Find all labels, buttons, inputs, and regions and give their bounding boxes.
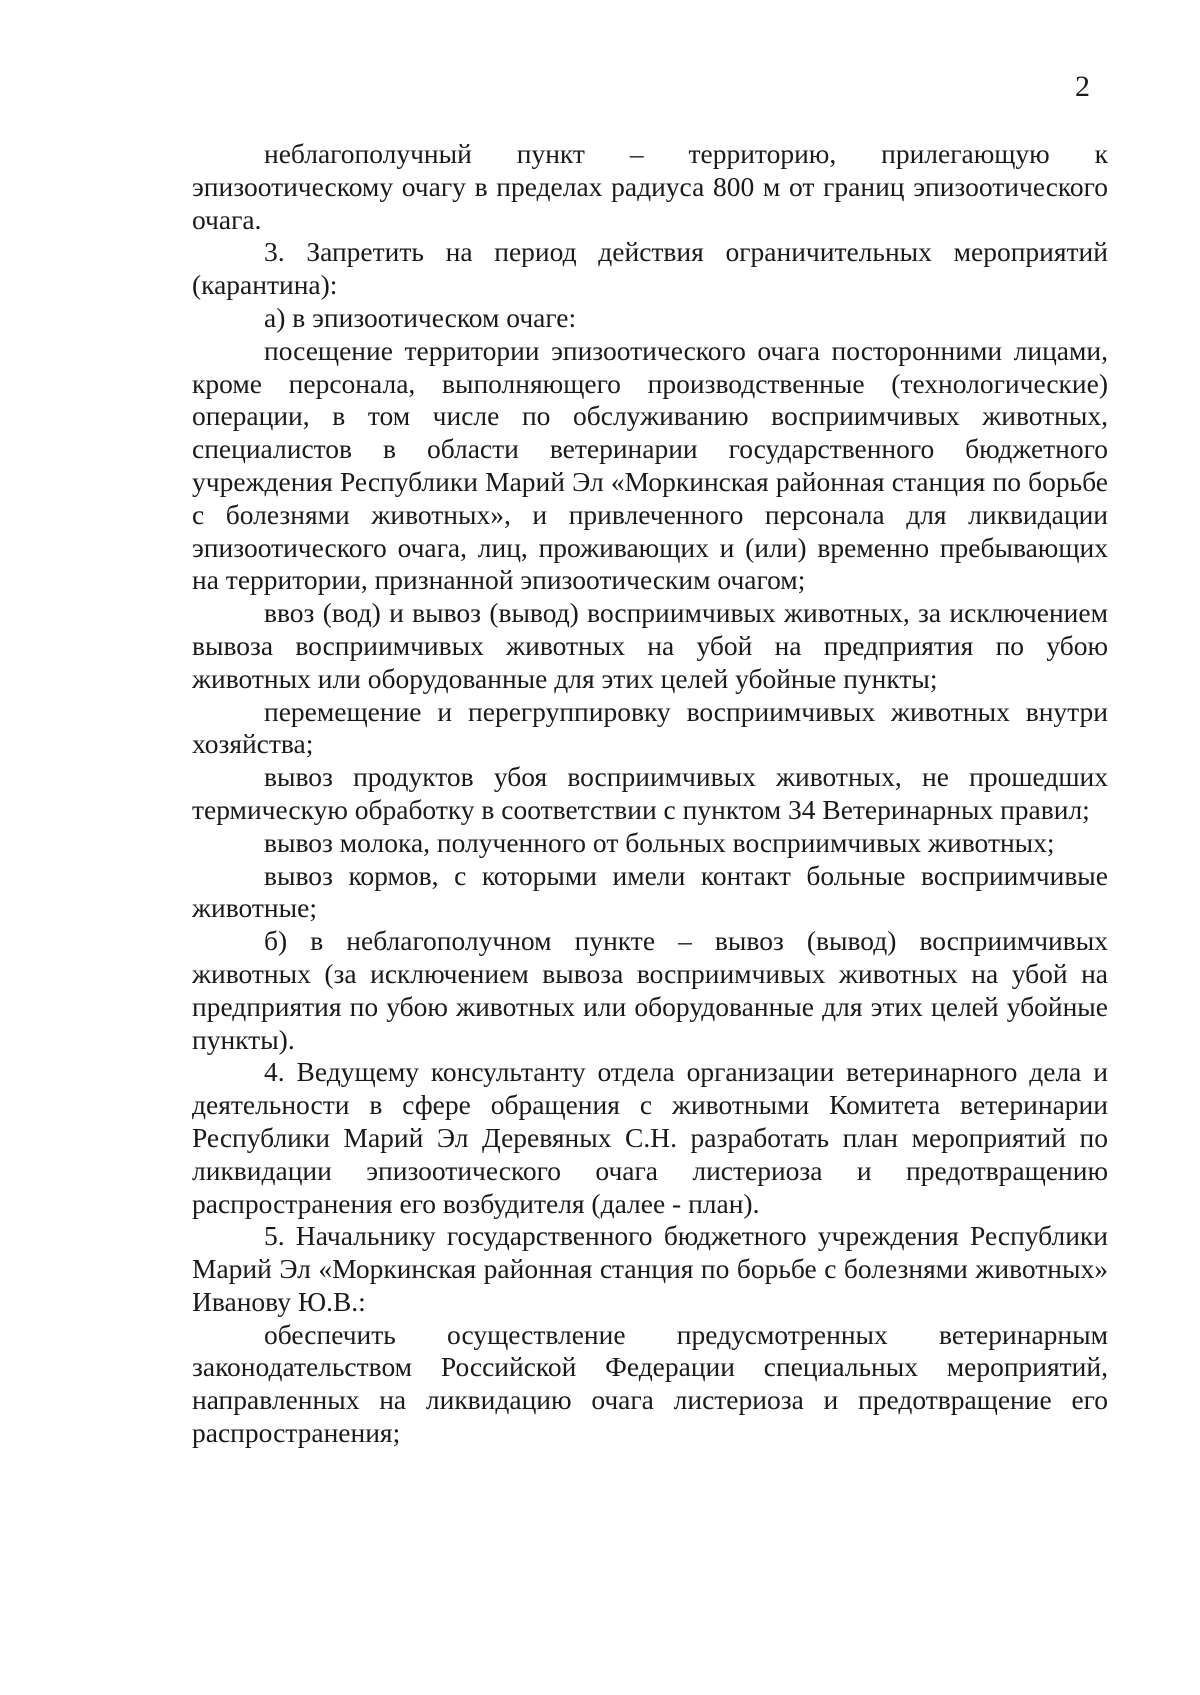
paragraph-slaughter-products-ban: вывоз продуктов убоя восприимчивых животных, не прошедших термическую обработку в соответствии с пунктом 34 Ветеринарных правил; bbox=[192, 761, 1108, 825]
page-number: 2 bbox=[1075, 70, 1090, 103]
paragraph-item-4: 4. Ведущему консультанту отдела организации ветеринарного дела и деятельности в сфере обращения с животными Комитета ветеринарии Республики Марий Эл Деревяных С.Н. разработать план мероприятий по ликвидации эпизоотического очага листериоза и предотвращению распространения его возбудителя (далее - план). bbox=[192, 1056, 1108, 1219]
paragraph-subitem-b: б) в неблагополучном пункте – вывоз (вывод) восприимчивых животных (за исключением вывоза восприимчивых животных на убой на предприятия по убою животных или оборудованные для этих целей убойные пункты). bbox=[192, 925, 1108, 1055]
paragraph-quarantine-zone: неблагополучный пункт – территорию, прилегающую к эпизоотическому очагу в пределах радиуса 800 м от границ эпизоотического очага. bbox=[192, 138, 1108, 235]
paragraph-visit-ban: посещение территории эпизоотического очага посторонними лицами, кроме персонала, выполняющего производственные (технологические) операции, в том числе по обслуживанию восприимчивых животных, специалистов в области ветеринарии государственного бюджетного учреждения Республики Марий Эл «Моркинская районная станция по борьбе с болезнями животных», и привлеченного персонала для ликвидации эпизоотического очага, лиц, проживающих и (или) временно пребывающих на территории, признанной эпизоотическим очагом; bbox=[192, 334, 1108, 596]
document-body bbox=[192, 138, 1108, 1450]
paragraph-item-5: 5. Начальнику государственного бюджетного учреждения Республики Марий Эл «Моркинская районная станция по борьбе с болезнями животных» Иванову Ю.В.: bbox=[192, 1220, 1108, 1317]
paragraph-item-5-measures: обеспечить осуществление предусмотренных ветеринарным законодательством Российской Федерации специальных мероприятий, направленных на ликвидацию очага листериоза и предотвращение его распространения; bbox=[192, 1318, 1108, 1449]
paragraph-subitem-a: а) в эпизоотическом очаге: bbox=[264, 301, 577, 333]
paragraph-import-export-ban: ввоз (вод) и вывоз (вывод) восприимчивых животных, за исключением вывоза восприимчивых животных на убой на предприятия по убою животных или оборудованные для этих целей убойные пункты; bbox=[192, 597, 1108, 694]
paragraph-milk-ban: вывоз молока, полученного от больных восприимчивых животных; bbox=[264, 826, 1055, 858]
paragraph-regrouping-ban: перемещение и перегруппировку восприимчивых животных внутри хозяйства; bbox=[192, 695, 1108, 760]
paragraph-item-3: 3. Запретить на период действия ограничительных мероприятий (карантина): bbox=[192, 236, 1108, 301]
paragraph-feed-ban: вывоз кормов, с которыми имели контакт больные восприимчивые животные; bbox=[192, 859, 1108, 924]
